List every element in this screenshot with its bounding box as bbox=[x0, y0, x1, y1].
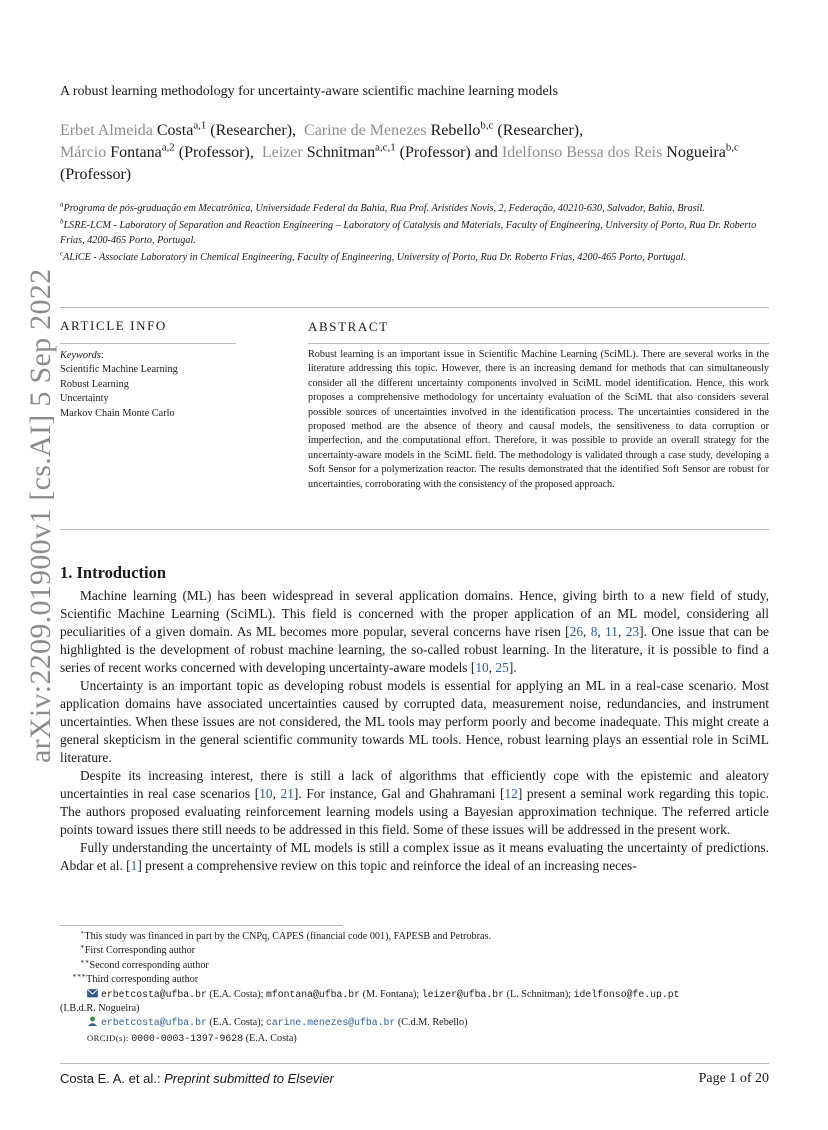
footnote-second: ∗∗Second corresponding author bbox=[80, 958, 209, 971]
url-link[interactable]: erbetcosta@ufba.br bbox=[101, 1017, 207, 1029]
citation-link[interactable]: 23 bbox=[625, 624, 640, 639]
footnote-urls: erbetcosta@ufba.br (E.A. Costa); carine.menezes@ufba.br (C.d.M. Rebello) bbox=[60, 1016, 772, 1030]
article-info-heading: ARTICLE INFO bbox=[60, 318, 167, 333]
paragraph-text: ]. bbox=[508, 660, 517, 675]
paragraph-text: , bbox=[583, 624, 591, 639]
email-link[interactable]: erbetcosta@ufba.br bbox=[101, 988, 207, 1000]
citation-link[interactable]: 25 bbox=[495, 660, 509, 675]
paragraph-text: , bbox=[488, 660, 496, 675]
affiliation-a: $^a$Programa de pós-graduação em Mecatrônica, Universidade Federal da Bahia, Rua Prof. Aristides Novis, 2, Federação, 40210-630, Salvador, Bahia, Brasil. bbox=[60, 201, 705, 214]
intro-paragraph bbox=[60, 587, 769, 677]
citation-link[interactable]: 1 bbox=[130, 858, 138, 873]
article-info-rule bbox=[60, 343, 236, 344]
footnote-orcid: ORCID(s): 0000-0003-1397-9628 (E.A. Costa) bbox=[87, 1032, 297, 1044]
paper-title: A robust learning methodology for uncertainty-aware scientific machine learning models bbox=[60, 84, 559, 99]
footnote-emails: erbetcosta@ufba.br (E.A. Costa); mfontana@ufba.br (M. Fontana); leizer@ufba.br (L. Schnitman); idelfonso@fe.up.pt bbox=[60, 988, 772, 1002]
divider-top bbox=[60, 307, 769, 308]
paragraph-text: , bbox=[618, 624, 626, 639]
keyword: Markov Chain Monte Carlo bbox=[60, 407, 175, 419]
intro-paragraph bbox=[60, 839, 769, 875]
page-number: Page 1 of 20 bbox=[698, 1071, 769, 1086]
paragraph-text: ] present a comprehensive review on this topic and reinforce the ideal of an increasing neces- bbox=[137, 858, 637, 873]
intro-paragraph bbox=[60, 767, 769, 839]
affiliation-b: $^b$LSRE-LCM - Laboratory of Separation and Reaction Engineering – Laboratory of Catalysis and Materials, Faculty of Engineering, University of Porto, Rua Dr. Roberto Frias, 4200-465 Porto, Portugal. bbox=[60, 219, 757, 246]
citation-link[interactable]: 21 bbox=[280, 786, 294, 801]
paragraph-text: , bbox=[272, 786, 281, 801]
keyword: Scientific Machine Learning bbox=[60, 364, 178, 376]
citation-link[interactable]: 10 bbox=[259, 786, 273, 801]
citation-link[interactable]: 8 bbox=[590, 624, 598, 639]
abstract-text: Robust learning is an important issue in Scientific Machine Learning (SciML). There are several works in the literature addressing this topic. However, there is an increasing demand for methods that can simultaneously consider all the different uncertainty components involved in SciML model identification. Hence, this work proposes a comprehensive methodology for uncertainty evaluation of the SciML that also considers several possible sources of uncertainties involved in the identification process. The uncertainties considered in the proposed method are the absence of theory and causal models, the sensitiveness to data corruption or imperfection, and the computational effort. Therefore, it was possible to provide an overall strategy for the uncertainty-aware models in the SciML field. The methodology is validated through a case study, developing a Soft Sensor for a polymerization reactor. The results demonstrated that the identified Soft Sensor are robust for uncertainties, corroborating with the consistency of the proposed approach. bbox=[308, 349, 769, 490]
arxiv-stamp: arXiv:2209.01900v1 [cs.AI] 5 Sep 2022 bbox=[24, 268, 57, 764]
author-2: Carine de Menezes Rebello$^{b,c}$ (Researcher), bbox=[304, 119, 584, 139]
author-4: Leizer Schnitman$^{a,c,1}$ (Professor) and bbox=[261, 141, 498, 161]
footnote-emails-cont: (I.B.d.R. Nogueira) bbox=[60, 1003, 140, 1015]
citation-link[interactable]: 10 bbox=[475, 660, 489, 675]
citation-link[interactable]: 12 bbox=[504, 786, 518, 801]
paragraph-text: ] present a seminal work regarding this topic. The authors proposed evaluating reinforcement learning models using a Bayesian approximation technique. The referred article points toward issues there still needs to be addressed in this field. Some of these issues will be addressed in the present work. bbox=[60, 786, 769, 837]
page-footer bbox=[60, 1071, 769, 1087]
footnote-rule bbox=[60, 925, 343, 926]
intro-paragraph bbox=[60, 677, 769, 767]
url-link[interactable]: carine.menezes@ufba.br bbox=[265, 1017, 396, 1029]
footer-rule bbox=[60, 1063, 769, 1064]
author-list bbox=[60, 120, 760, 186]
paragraph-text: Machine learning (ML) has been widespread in several application domains. Hence, giving birth to a new field of study, Scientific Machine Learning (SciML). This field is concerned with the proper application of an ML model, considering all peculiarities of a given domain. As ML becomes more popular, several concerns have risen [ bbox=[60, 588, 769, 639]
introduction-body bbox=[60, 587, 769, 875]
paragraph-text: Uncertainty is an important topic as developing robust models is essential for applying an ML in a real-case scenario. Most application domains have associated uncertainties caused by corrupted data, measurement noise, redundancies, and instrument uncertainties. When these issues are not considered, the ML tools may perform poorly and become inadequate. This might create a general skepticism in the general scientific community towards ML tools. Hence, robust learning plays an essential role in SciML literature. bbox=[60, 678, 769, 765]
paragraph-text: ]. One issue that can be highlighted is the development of robust machine learning, the so-called robust learning. In the literature, it is possible to find a series of recent works concerned with developing uncertainty-aware models [ bbox=[60, 624, 769, 675]
section-heading: 1. Introduction bbox=[60, 563, 167, 582]
abstract-heading: ABSTRACT bbox=[308, 319, 389, 334]
email-link[interactable]: leizer@ufba.br bbox=[421, 988, 505, 1000]
keyword: Robust Learning bbox=[60, 378, 129, 390]
paragraph-text: ]. For instance, Gal and Ghahramani [ bbox=[293, 786, 505, 801]
footnote-first: ∗First Corresponding author bbox=[80, 944, 196, 957]
author-1: Erbet Almeida Costa$^{a,1}$ (Researcher), bbox=[60, 119, 297, 139]
person-icon bbox=[87, 1016, 98, 1026]
email-link[interactable]: mfontana@ufba.br bbox=[265, 988, 361, 1000]
keywords-label: Keywords bbox=[60, 350, 101, 361]
paragraph-text: Despite its increasing interest, there is still a lack of algorithms that efficiently cope with the epistemic and aleatory uncertainties in real case scenarios [ bbox=[60, 768, 769, 801]
footnote-third: ∗∗∗Third corresponding author bbox=[72, 972, 199, 986]
citation-link[interactable]: 11 bbox=[605, 624, 618, 639]
citation-link[interactable]: 26 bbox=[569, 624, 584, 639]
author-5: Idelfonso Bessa dos Reis Nogueira$^{b,c}$ (Professor) bbox=[60, 141, 739, 183]
keyword: Uncertainty bbox=[60, 393, 109, 405]
abstract-rule bbox=[308, 343, 769, 344]
envelope-icon bbox=[87, 988, 98, 998]
footnotes bbox=[60, 930, 772, 1046]
paragraph-text: , bbox=[597, 624, 606, 639]
footnote-funding: ⋆This study was financed in part by the CNPq, CAPES (financial code 001), FAPESB and Petrobras. bbox=[80, 929, 492, 942]
affiliations bbox=[60, 202, 772, 269]
keywords-block: Keywords: Scientific Machine Learning Robust Learning Uncertainty Markov Chain Monte Carlo bbox=[60, 349, 178, 421]
orcid-id: 0000-0003-1397-9628 bbox=[131, 1032, 244, 1044]
email-link[interactable]: idelfonso@fe.up.pt bbox=[573, 988, 680, 1000]
divider-mid bbox=[60, 529, 769, 530]
author-3: Márcio Fontana$^{a,2}$ (Professor), bbox=[60, 141, 254, 161]
footer-left: Costa E. A. et al.: Preprint submitted to Elsevier bbox=[60, 1071, 334, 1086]
paragraph-text: Fully understanding the uncertainty of ML models is still a complex issue as it means evaluating the uncertainty of predictions. Abdar et al. [ bbox=[60, 840, 769, 873]
affiliation-c: $^c$ALiCE - Associate Laboratory in Chemical Engineering, Faculty of Engineering, University of Porto, Rua Dr. Roberto Frias, 4200-465 Porto, Portugal. bbox=[60, 250, 686, 264]
